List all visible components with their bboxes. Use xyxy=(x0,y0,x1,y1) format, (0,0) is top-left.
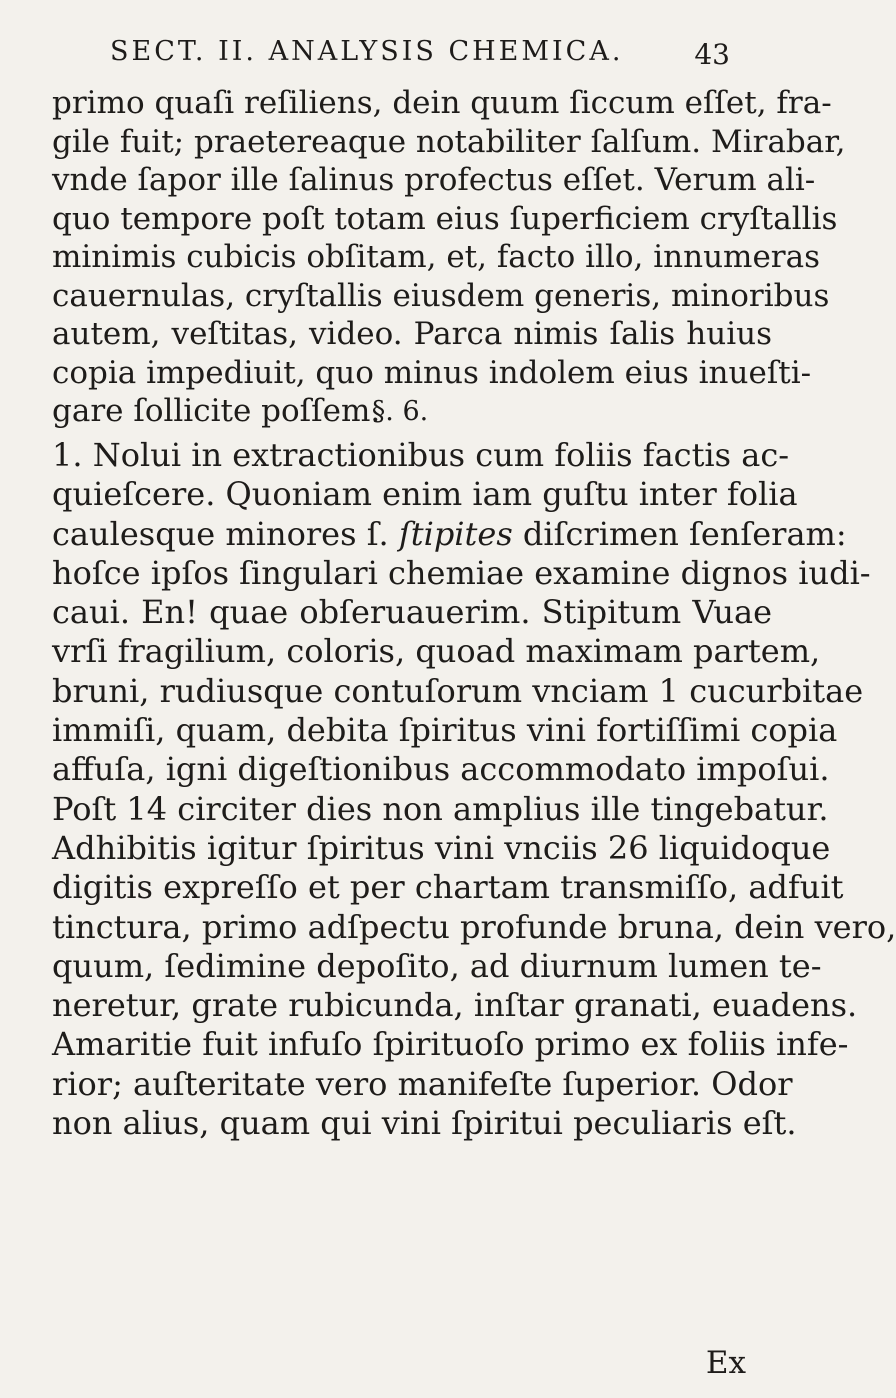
text-line: digitis expreſſo et per chartam transmiſſo, adfuit xyxy=(52,868,844,907)
catchword: Ex xyxy=(705,1345,746,1381)
text-segment: caulesque minores ſ. xyxy=(52,514,389,553)
text-line: Amaritie fuit infuſo ſpirituoſo primo ex foliis infe- xyxy=(52,1025,849,1064)
text-segment: diſcrimen ſenſeram: xyxy=(522,514,847,553)
running-head-title: SECT. II. ANALYSIS CHEMICA. xyxy=(110,36,624,67)
section-heading: §. 6. xyxy=(371,396,429,427)
text-line: rior; auſteritate vero manifeſte ſuperior. Odor xyxy=(52,1064,793,1103)
text-line: quieſcere. Quoniam enim iam guſtu inter folia xyxy=(52,475,798,514)
text-line: hoſce ipſos ſingulari chemiae examine dignos iudi- xyxy=(52,553,871,592)
text-line: 1. Nolui in extractionibus cum foliis factis ac- xyxy=(52,436,790,474)
text-line: autem, veſtitas, video. Parca nimis ſalis huius xyxy=(52,316,772,352)
text-line: vrſi fragilium, coloris, quoad maximam partem, xyxy=(52,632,821,671)
text-line: Poſt 14 circiter dies non amplius ille tingebatur. xyxy=(52,789,829,828)
text-line: tinctura, primo adſpectu profunde bruna, dein vero, xyxy=(52,907,896,946)
text-line: quo tempore poſt totam eius ſuperficiem cryſtallis xyxy=(52,200,838,237)
text-line: non alius, quam qui vini ſpiritui peculiaris eſt. xyxy=(52,1104,797,1143)
text-line: affuſa, igni digeſtionibus accommodato impoſui. xyxy=(52,750,830,789)
text-line: neretur, grate rubicunda, inſtar granati, euadens. xyxy=(52,986,858,1025)
text-line: Adhibitis igitur ſpiritus vini vnciis 26 liquidoque xyxy=(52,828,831,867)
text-line: copia impediuit, quo minus indolem eius inueſti- xyxy=(52,354,812,391)
text-line: caui. En! quae obſeruauerim. Stipitum Vuae xyxy=(52,593,772,632)
paragraph-2 xyxy=(52,436,896,1143)
paragraph-1 xyxy=(52,84,846,431)
text-line-mixed xyxy=(52,514,847,554)
text-line: gile fuit; praetereaque notabiliter ſalſum. Mirabar, xyxy=(52,123,846,160)
text-line: quum, ſedimine depoſito, ad diurnum lumen te- xyxy=(52,946,822,985)
text-line: vnde ſapor ille ſalinus profectus eſſet. Verum ali- xyxy=(52,162,816,198)
text-line: minimis cubicis obſitam, et, facto illo, innumeras xyxy=(52,239,821,275)
running-head xyxy=(110,36,730,76)
page-number: 43 xyxy=(694,38,730,71)
text-line: primo quaſi reſiliens, dein quum ſiccum eſſet, fra- xyxy=(52,85,832,121)
italic-term: ſtipites xyxy=(398,514,513,553)
text-line: gare ſollicite poſſem. xyxy=(52,393,381,429)
text-line: immiſi, quam, debita ſpiritus vini fortiſſimi copia xyxy=(52,711,838,750)
text-line: cauernulas, cryſtallis eiusdem generis, minoribus xyxy=(52,277,830,314)
text-line: bruni, rudiusque contuſorum vnciam 1 cucurbitae xyxy=(52,671,864,710)
